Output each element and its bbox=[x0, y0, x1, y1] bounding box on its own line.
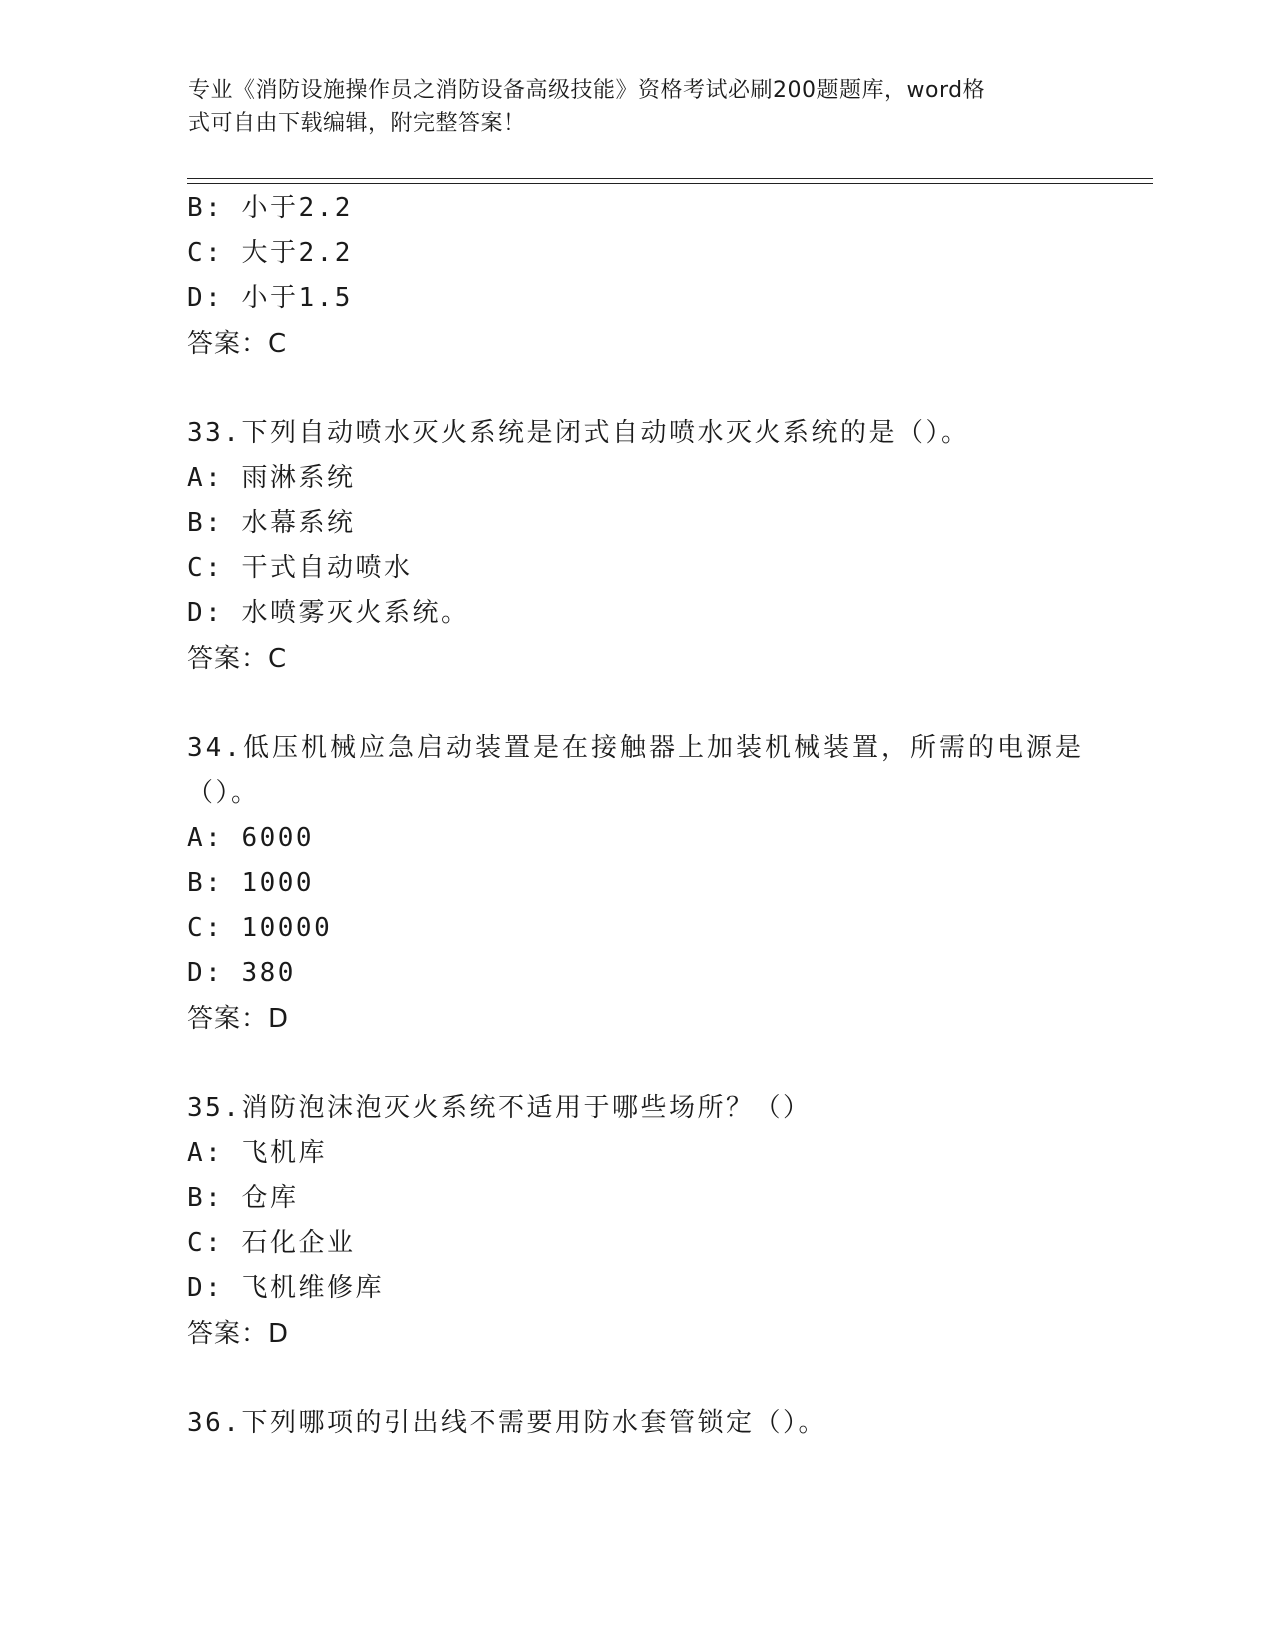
q35-option-d: D: 飞机维修库 bbox=[187, 1273, 384, 1303]
q34-option-c: C: 10000 bbox=[187, 913, 333, 943]
q32-option-c: C: 大于2.2 bbox=[187, 238, 353, 268]
q32-answer: 答案：C bbox=[187, 329, 288, 359]
q34-option-a: A: 6000 bbox=[187, 823, 315, 853]
q34-question-line-1: 34.低压机械应急启动装置是在接触器上加装机械装置，所需的电源是 bbox=[187, 733, 1084, 763]
q34-question-line-2: （）。 bbox=[187, 778, 260, 808]
q35-question: 35.消防泡沫泡灭火系统不适用于哪些场所？（） bbox=[187, 1093, 812, 1123]
q35-answer: 答案：D bbox=[187, 1319, 290, 1349]
header-line-2: 式可自由下载编辑，附完整答案！ bbox=[188, 111, 526, 136]
q35-option-a: A: 飞机库 bbox=[187, 1138, 327, 1168]
q33-option-c: C: 干式自动喷水 bbox=[187, 553, 413, 583]
header-divider-top bbox=[187, 178, 1153, 179]
q34-answer: 答案：D bbox=[187, 1004, 290, 1034]
q33-question: 33.下列自动喷水灭火系统是闭式自动喷水灭火系统的是（）。 bbox=[187, 418, 970, 448]
q36-question: 36.下列哪项的引出线不需要用防水套管锁定（）。 bbox=[187, 1408, 827, 1438]
q33-option-d: D: 水喷雾灭火系统。 bbox=[187, 598, 470, 628]
q34-option-b: B: 1000 bbox=[187, 868, 315, 898]
q33-answer: 答案：C bbox=[187, 644, 288, 674]
q34-option-d: D: 380 bbox=[187, 958, 296, 988]
q35-option-c: C: 石化企业 bbox=[187, 1228, 356, 1258]
q32-option-b: B: 小于2.2 bbox=[187, 193, 353, 223]
q33-option-b: B: 水幕系统 bbox=[187, 508, 356, 538]
q32-option-d: D: 小于1.5 bbox=[187, 283, 353, 313]
header-line-1: 专业《消防设施操作员之消防设备高级技能》资格考试必刷200题题库，word格 bbox=[188, 78, 986, 103]
q33-option-a: A: 雨淋系统 bbox=[187, 463, 356, 493]
q35-option-b: B: 仓库 bbox=[187, 1183, 299, 1213]
header-divider-bottom bbox=[187, 183, 1153, 184]
document-header bbox=[188, 74, 1068, 140]
